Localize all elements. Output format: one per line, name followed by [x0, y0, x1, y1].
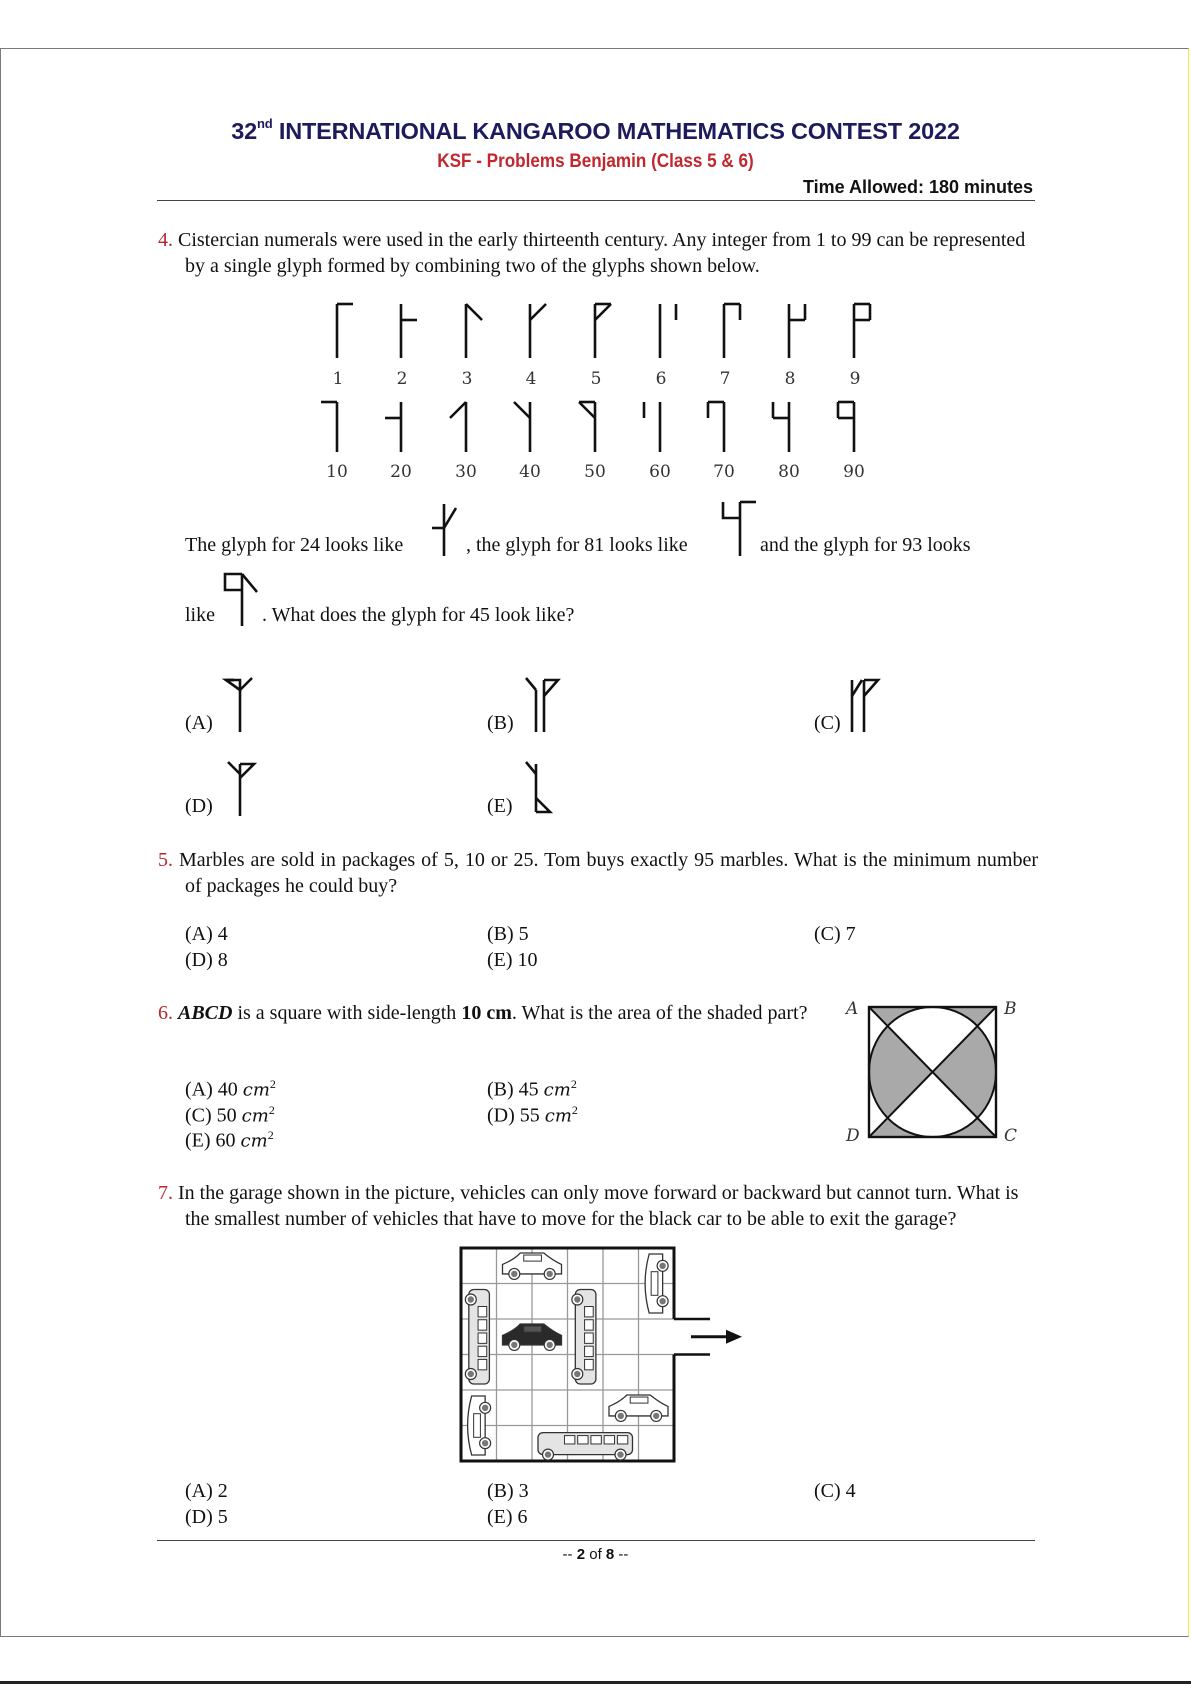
option-a-label[interactable]: (A) — [185, 712, 213, 734]
q6-option-c[interactable]: (C) 50 $cm^2$ — [185, 1103, 275, 1127]
units-glyph-label: 4 — [525, 369, 537, 389]
tens-glyph-50-icon — [579, 402, 595, 452]
option-c-label[interactable]: (C) — [814, 712, 841, 734]
tens-glyph-label: 70 — [713, 462, 735, 482]
tens-glyph-label: 40 — [519, 462, 541, 482]
glyph-93-icon — [220, 570, 264, 630]
units-glyph-5-icon — [595, 304, 611, 358]
units-glyph-7-icon — [724, 304, 740, 358]
option-e-label[interactable]: (E) — [487, 795, 513, 817]
q7-option-b[interactable]: (B) 3 — [487, 1480, 529, 1502]
example-text-1: The glyph for 24 looks like — [185, 534, 404, 556]
tens-glyph-label: 90 — [843, 462, 865, 482]
contest-title: 32nd INTERNATIONAL KANGAROO MATHEMATICS CONTEST 2022 — [231, 116, 960, 144]
q5-option-b[interactable]: (B) 5 — [487, 923, 529, 945]
exit-arrow-icon — [691, 1330, 742, 1344]
q7-option-d[interactable]: (D) 5 — [185, 1506, 228, 1528]
units-glyph-3-icon — [466, 304, 482, 358]
tens-glyph-80-icon — [773, 402, 789, 452]
q7-option-c[interactable]: (C) 4 — [814, 1480, 856, 1502]
vertex-label-d: D — [846, 1126, 860, 1146]
q5-option-d[interactable]: (D) 8 — [185, 949, 228, 971]
vertex-label-a: A — [846, 999, 859, 1019]
square-circle-figure — [840, 995, 1030, 1150]
units-glyph-2-icon — [401, 304, 417, 358]
example-text-5: . What does the glyph for 45 look like? — [262, 604, 575, 626]
glyph-24-icon — [430, 500, 470, 560]
units-glyph-label: 5 — [590, 369, 602, 389]
units-glyph-9-icon — [854, 304, 870, 358]
example-text-3: and the glyph for 93 looks — [760, 534, 971, 556]
option-a-glyph-icon[interactable] — [222, 676, 262, 734]
q5-option-c[interactable]: (C) 7 — [814, 923, 856, 945]
q5-option-a[interactable]: (A) 4 — [185, 923, 228, 945]
garage-figure — [455, 1242, 755, 1467]
page-number: -- 2 of 8 -- — [562, 1546, 629, 1563]
q7-option-e[interactable]: (E) 6 — [487, 1506, 528, 1528]
units-glyph-label: 6 — [655, 369, 667, 389]
q6-option-d[interactable]: (D) 55 $cm^2$ — [487, 1103, 578, 1127]
q7-option-a[interactable]: (A) 2 — [185, 1480, 228, 1502]
tens-glyph-label: 30 — [455, 462, 477, 482]
units-glyph-label: 2 — [396, 369, 408, 389]
units-glyph-label: 3 — [461, 369, 473, 389]
question-6-text: 6. ABCD is a square with side-length 10 cm. What is the area of the shaded part? — [158, 1002, 808, 1024]
question-7-text: 7. In the garage shown in the picture, vehicles can only move forward or backward but cannot turn. What is the smallest number of vehicles that have to move for the black car to be able to exit the garage? — [158, 1182, 1019, 1230]
bus-vehicle — [572, 1290, 596, 1385]
tens-glyph-label: 80 — [778, 462, 800, 482]
garage-grid — [461, 1248, 674, 1461]
question-4-text: 4. Cistercian numerals were used in the early thirteenth century. Any integer from 1 to 99 can be represented by a single glyph formed by combining two of the glyphs shown below. — [158, 229, 1026, 277]
bus-vehicle — [538, 1433, 633, 1461]
tens-glyph-label: 60 — [649, 462, 671, 482]
q6-option-a[interactable]: (A) 40 $cm^2$ — [185, 1077, 276, 1101]
header-rule — [157, 200, 1035, 201]
contest-subtitle: KSF - Problems Benjamin (Class 5 & 6) — [437, 151, 754, 172]
option-b-glyph-icon[interactable] — [522, 676, 566, 734]
question-5-text: 5. Marbles are sold in packages of 5, 10 or 25. Tom buys exactly 95 marbles. What is the minimum number of packages he could buy? — [158, 849, 1039, 897]
vertex-label-b: B — [1004, 999, 1017, 1019]
tens-glyph-10-icon — [321, 402, 337, 452]
units-glyph-4-icon — [530, 304, 546, 358]
tens-glyph-70-icon — [708, 402, 724, 452]
option-e-glyph-icon[interactable] — [522, 760, 566, 818]
tens-glyph-20-icon — [385, 402, 401, 452]
option-d-label[interactable]: (D) — [185, 795, 213, 817]
cistercian-glyph-table — [300, 290, 880, 490]
q5-option-e[interactable]: (E) 10 — [487, 949, 538, 971]
tens-glyph-label: 20 — [390, 462, 412, 482]
option-d-glyph-icon[interactable] — [222, 760, 262, 818]
footer-rule — [157, 1540, 1035, 1541]
question-number: 4. — [158, 229, 173, 251]
units-glyph-label: 7 — [719, 369, 731, 389]
q6-option-e[interactable]: (E) 60 $cm^2$ — [185, 1128, 274, 1152]
vertex-label-c: C — [1004, 1126, 1018, 1146]
units-glyph-1-icon — [337, 304, 353, 358]
tens-glyph-40-icon — [514, 402, 530, 452]
units-glyph-8-icon — [789, 304, 805, 358]
tens-glyph-60-icon — [644, 402, 660, 452]
units-glyph-label: 8 — [784, 369, 796, 389]
tens-glyph-label: 50 — [584, 462, 606, 482]
time-allowed: Time Allowed: 180 minutes — [802, 177, 1033, 197]
q6-option-b[interactable]: (B) 45 $cm^2$ — [487, 1077, 577, 1101]
tens-glyph-90-icon — [838, 402, 854, 452]
units-glyph-6-icon — [660, 304, 676, 358]
glyph-81-icon — [718, 498, 758, 560]
units-glyph-label: 1 — [332, 369, 344, 389]
tens-glyph-label: 10 — [326, 462, 348, 482]
option-c-glyph-icon[interactable] — [846, 676, 890, 734]
tens-glyph-30-icon — [450, 402, 466, 452]
bus-vehicle — [465, 1290, 489, 1385]
example-text-2: , the glyph for 81 looks like — [466, 534, 688, 556]
option-b-label[interactable]: (B) — [487, 712, 514, 734]
example-text-4: like — [185, 604, 215, 626]
units-glyph-label: 9 — [849, 369, 861, 389]
